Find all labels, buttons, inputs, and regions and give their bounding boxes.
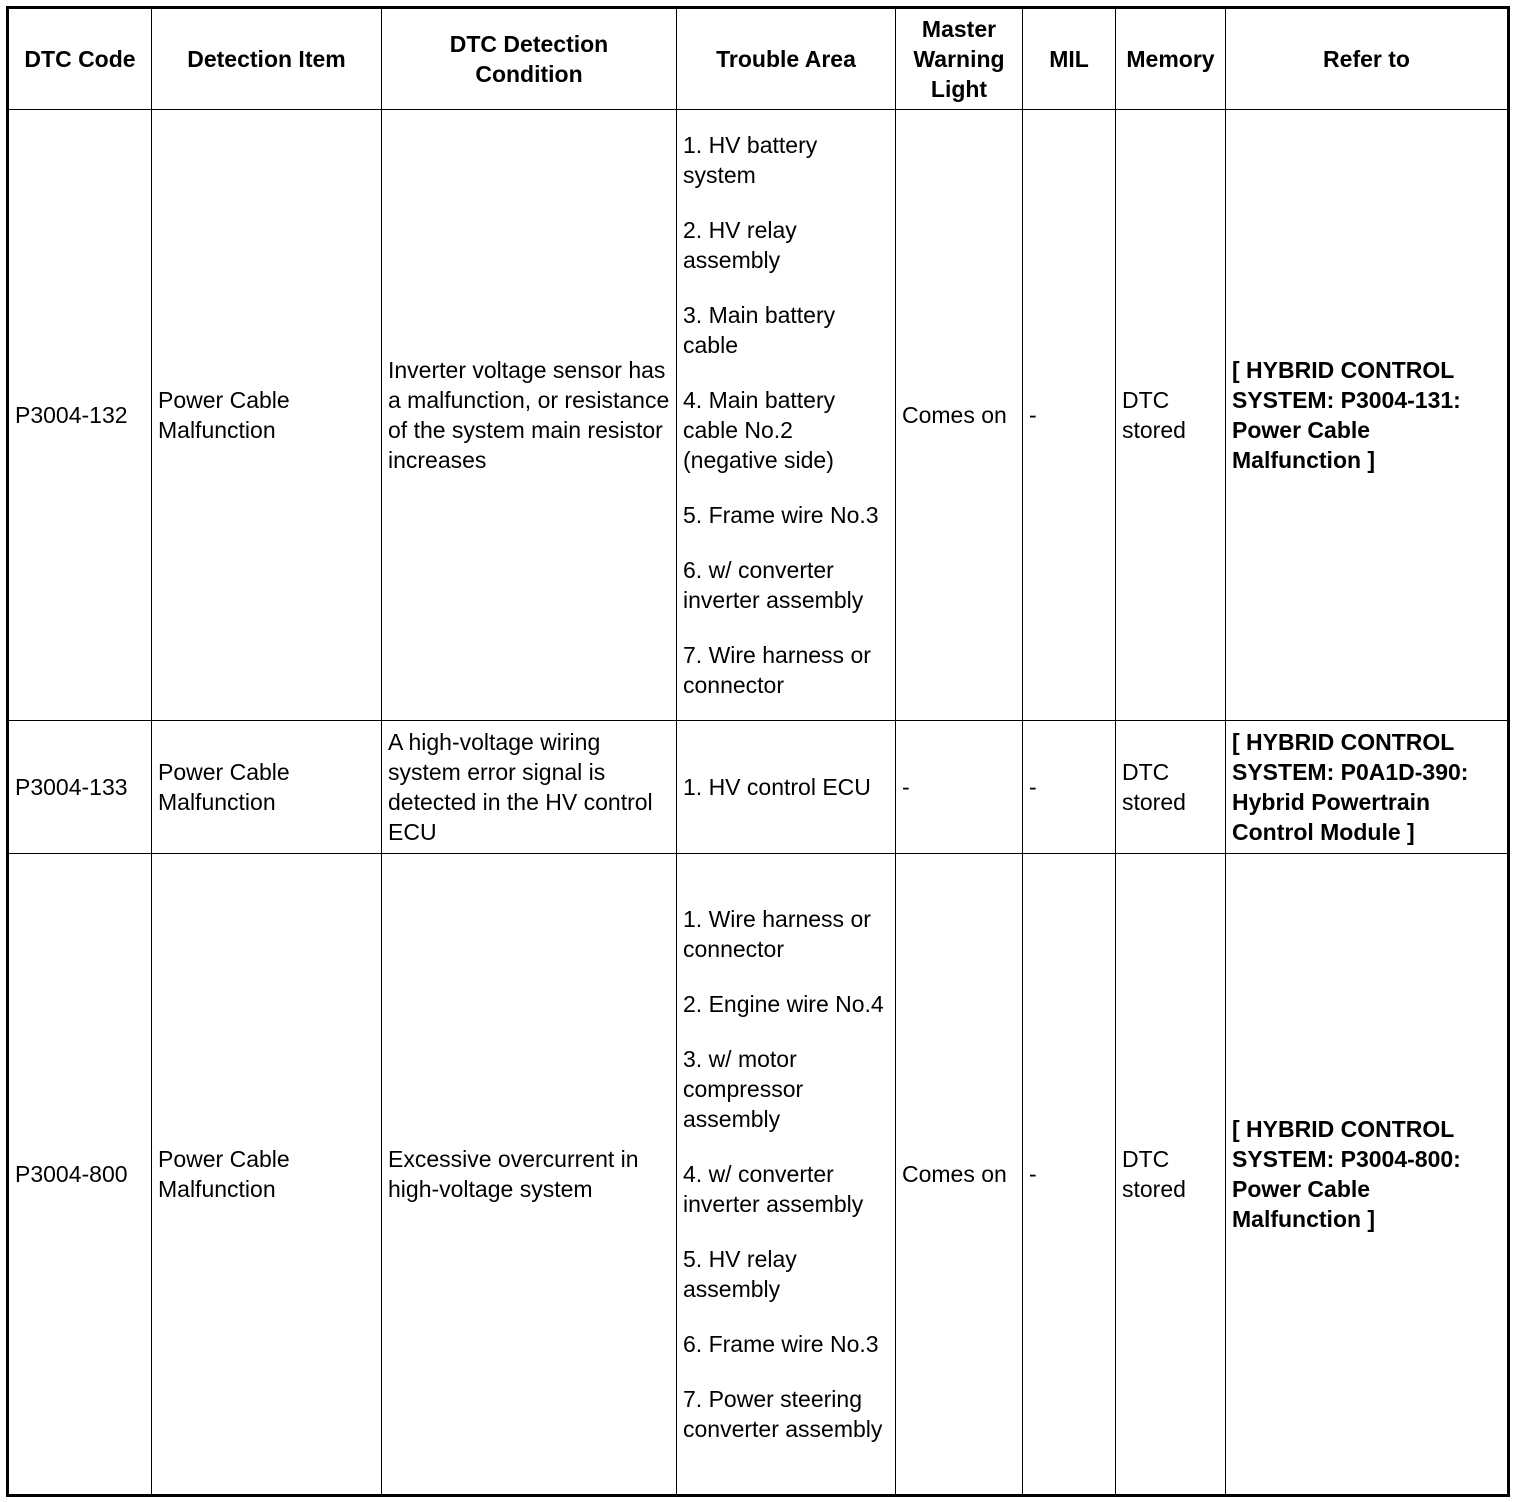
trouble-area-item: 7. Power steering converter assembly: [683, 1386, 883, 1442]
header-detection-condition: DTC Detection Condition: [382, 8, 677, 110]
trouble-area-item: 2. HV relay assembly: [683, 217, 797, 273]
table-row: [8, 721, 1509, 854]
detection-condition-cell: Excessive overcurrent in high-voltage system: [382, 854, 677, 1496]
header-refer-to: Refer to: [1226, 8, 1509, 110]
trouble-area-list: [683, 130, 889, 700]
master-warning-cell: Comes on: [896, 110, 1023, 721]
trouble-area-item: 5. HV relay assembly: [683, 1246, 797, 1302]
master-warning-cell: Comes on: [896, 854, 1023, 1496]
detection-condition-cell: A high-voltage wiring system error signal is detected in the HV control ECU: [382, 721, 677, 854]
table-header-row: [8, 8, 1509, 110]
header-trouble-area: Trouble Area: [677, 8, 896, 110]
trouble-area-item: 6. Frame wire No.3: [683, 1331, 879, 1357]
trouble-area-cell: [677, 721, 896, 854]
header-detection-item: Detection Item: [152, 8, 382, 110]
trouble-area-item: 5. Frame wire No.3: [683, 502, 879, 528]
trouble-area-item: 2. Engine wire No.4: [683, 991, 884, 1017]
table-row: [8, 854, 1509, 1496]
mil-cell: -: [1023, 721, 1116, 854]
detection-item-cell: Power Cable Malfunction: [152, 721, 382, 854]
trouble-area-item: 1. Wire harness or connector: [683, 906, 871, 962]
dtc-code-cell: P3004-132: [8, 110, 152, 721]
memory-cell: DTC stored: [1116, 854, 1226, 1496]
memory-cell: DTC stored: [1116, 721, 1226, 854]
trouble-area-item: 1. HV control ECU: [683, 774, 871, 800]
detection-item-cell: Power Cable Malfunction: [152, 854, 382, 1496]
table-row: [8, 110, 1509, 721]
dtc-code-cell: P3004-133: [8, 721, 152, 854]
refer-to-link[interactable]: [ HYBRID CONTROL SYSTEM: P3004-800: Power Cable Malfunction ]: [1226, 854, 1509, 1496]
mil-cell: -: [1023, 110, 1116, 721]
trouble-area-item: 1. HV battery system: [683, 132, 818, 188]
trouble-area-item: 7. Wire harness or connector: [683, 642, 871, 698]
refer-to-link[interactable]: [ HYBRID CONTROL SYSTEM: P0A1D-390: Hybrid Powertrain Control Module ]: [1226, 721, 1509, 854]
trouble-area-item: 3. Main battery cable: [683, 302, 836, 358]
detection-item-cell: Power Cable Malfunction: [152, 110, 382, 721]
dtc-code-cell: P3004-800: [8, 854, 152, 1496]
header-mil: MIL: [1023, 8, 1116, 110]
detection-condition-cell: Inverter voltage sensor has a malfunction, or resistance of the system main resistor increases: [382, 110, 677, 721]
trouble-area-item: 4. w/ converter inverter assembly: [683, 1161, 864, 1217]
memory-cell: DTC stored: [1116, 110, 1226, 721]
trouble-area-cell: [677, 854, 896, 1496]
master-warning-cell: -: [896, 721, 1023, 854]
header-master-warning-light: Master Warning Light: [896, 8, 1023, 110]
dtc-table: [6, 6, 1510, 1497]
trouble-area-list: [683, 772, 889, 802]
refer-to-link[interactable]: [ HYBRID CONTROL SYSTEM: P3004-131: Power Cable Malfunction ]: [1226, 110, 1509, 721]
header-memory: Memory: [1116, 8, 1226, 110]
mil-cell: -: [1023, 854, 1116, 1496]
header-dtc-code: DTC Code: [8, 8, 152, 110]
trouble-area-item: 4. Main battery cable No.2 (negative side): [683, 387, 836, 473]
trouble-area-item: 3. w/ motor compressor assembly: [683, 1046, 804, 1132]
trouble-area-list: [683, 904, 889, 1444]
trouble-area-cell: [677, 110, 896, 721]
trouble-area-item: 6. w/ converter inverter assembly: [683, 557, 864, 613]
